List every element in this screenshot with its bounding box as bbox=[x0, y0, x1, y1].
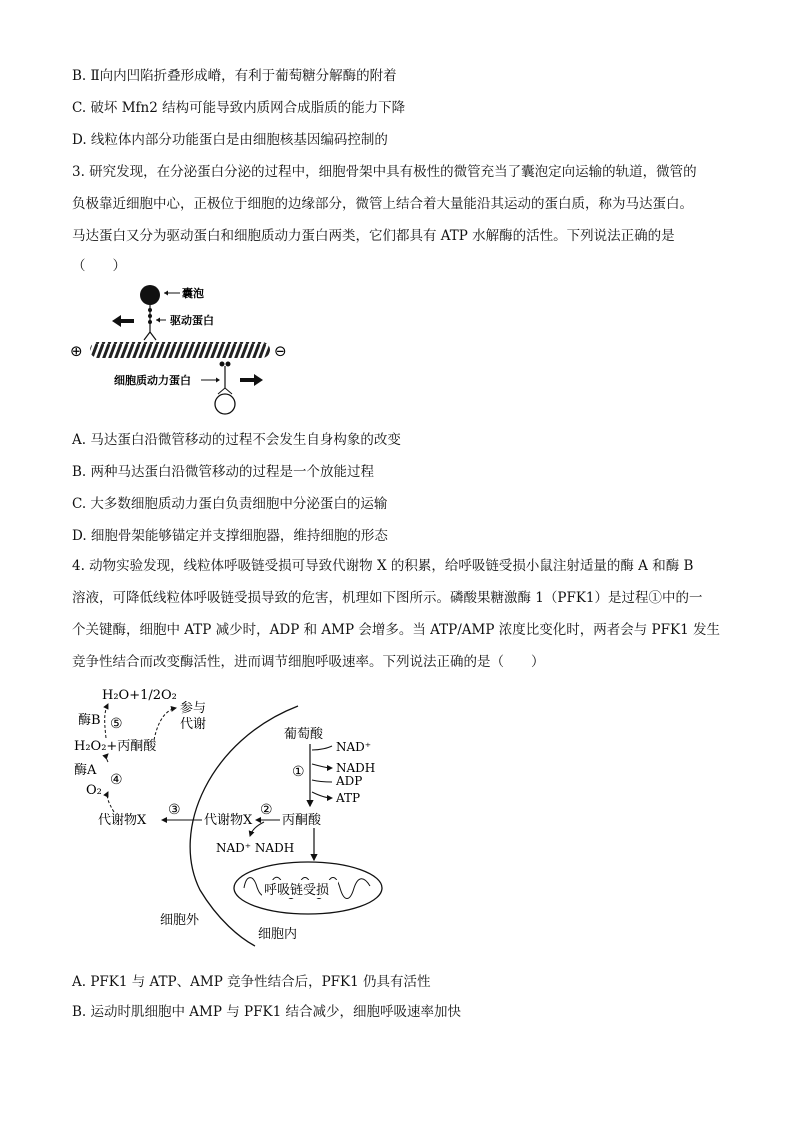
q4-option-b: B. 运动时肌细胞中 AMP 与 PFK1 结合减少，细胞呼吸速率加快 bbox=[72, 1004, 461, 1020]
outside-cell-label: 细胞外 bbox=[160, 913, 200, 928]
nad-plus-label: NAD⁺ bbox=[336, 740, 372, 754]
q3-stem-line3: 马达蛋白又分为驱动蛋白和细胞质动力蛋白两类，它们都具有 ATP 水解酶的活性。下列说法正确的是 bbox=[72, 228, 675, 244]
q3-option-d: D. 细胞骨架能够锚定并支撑细胞器，维持细胞的形态 bbox=[72, 528, 388, 544]
metabolite-x-outside: 代谢物X bbox=[98, 813, 147, 828]
inside-cell-label: 细胞内 bbox=[258, 927, 298, 942]
q2-option-c: C. 破坏 Mfn2 结构可能导致内质网合成脂质的能力下降 bbox=[72, 100, 406, 116]
vesicle-label: 囊泡 bbox=[182, 287, 204, 300]
participate-label-1: 参与 bbox=[180, 701, 207, 716]
nadh-label: NADH bbox=[336, 761, 376, 775]
q3-option-b: B. 两种马达蛋白沿微管移动的过程是一个放能过程 bbox=[72, 464, 375, 480]
q3-stem-line1: 3. 研究发现，在分泌蛋白分泌的过程中，细胞骨架中具有极性的微管充当了囊泡定向运输的轨道，微管的 bbox=[72, 164, 697, 180]
enzyme-a-label: 酶A bbox=[74, 763, 97, 778]
plus-end-sign: ⊕ bbox=[70, 342, 83, 360]
q2-option-d: D. 线粒体内部分功能蛋白是由细胞核基因编码控制的 bbox=[72, 132, 388, 148]
enzyme-b-label: 酶B bbox=[78, 713, 101, 728]
q2-option-b: B. Ⅱ向内凹陷折叠形成嵴，有利于葡萄糖分解酶的附着 bbox=[72, 68, 397, 84]
h2o2-pyruvate-label: H₂O₂+丙酮酸 bbox=[74, 739, 157, 754]
step5-label: ⑤ bbox=[110, 716, 123, 732]
adp-label: ADP bbox=[336, 774, 363, 788]
vesicle-icon bbox=[140, 285, 160, 305]
oxygen-label: O₂ bbox=[86, 783, 102, 798]
q4-stem-line4: 竞争性结合而改变酶活性，进而调节细胞呼吸速率。下列说法正确的是（ ） bbox=[72, 654, 545, 670]
glucose-label: 葡萄酸 bbox=[284, 727, 324, 742]
q3-stem-line2: 负极靠近细胞中心，正极位于细胞的边缘部分，微管上结合着大量能沿其运动的蛋白质，称为马达蛋白。 bbox=[72, 196, 693, 212]
kinesin-label: 驱动蛋白 bbox=[170, 314, 214, 327]
step4-label: ④ bbox=[110, 772, 123, 788]
q4-stem-line2: 溶液，可降低线粒体呼吸链受损导致的危害，机理如下图所示。磷酸果糖激酶 1（PFK1）是过程①中的一 bbox=[72, 590, 703, 606]
q3-answer-paren: （ ） bbox=[72, 258, 126, 274]
minus-end-sign: ⊖ bbox=[274, 342, 287, 360]
microtubule bbox=[90, 342, 270, 358]
q4-stem-line1: 4. 动物实验发现，线粒体呼吸链受损可导致代谢物 X 的积累，给呼吸链受损小鼠注射适量的酶 A 和酶 B bbox=[72, 558, 694, 574]
participate-label-2: 代谢 bbox=[180, 717, 207, 732]
mitochondria-label: 呼吸链受损 bbox=[264, 883, 330, 898]
q4-option-a: A. PFK1 与 ATP、AMP 竞争性结合后，PFK1 仍具有活性 bbox=[72, 974, 431, 990]
q3-option-a: A. 马达蛋白沿微管移动的过程不会发生自身构象的改变 bbox=[72, 432, 401, 448]
step1-label: ① bbox=[292, 764, 305, 780]
atp-label: ATP bbox=[336, 791, 361, 805]
motor-protein-figure bbox=[68, 280, 308, 420]
dynein-label: 细胞质动力蛋白 bbox=[114, 374, 191, 387]
metabolism-figure bbox=[70, 680, 376, 950]
q3-option-c: C. 大多数细胞质动力蛋白负责细胞中分泌蛋白的运输 bbox=[72, 496, 388, 512]
nad-nadh-label: NAD⁺ NADH bbox=[216, 841, 295, 855]
step3-label: ③ bbox=[168, 802, 181, 818]
metabolite-x-inside: 代谢物X bbox=[204, 813, 253, 828]
q4-stem-line3: 个关键酶，细胞中 ATP 减少时，ADP 和 AMP 会增多。当 ATP/AMP 浓度比变化时，两者会与 PFK1 发生 bbox=[72, 622, 720, 638]
dynein-vesicle-icon bbox=[215, 394, 235, 414]
water-oxygen-label: H₂O+1/2O₂ bbox=[102, 688, 177, 703]
pyruvate-label: 丙酮酸 bbox=[282, 813, 322, 828]
step2-label: ② bbox=[260, 802, 273, 818]
